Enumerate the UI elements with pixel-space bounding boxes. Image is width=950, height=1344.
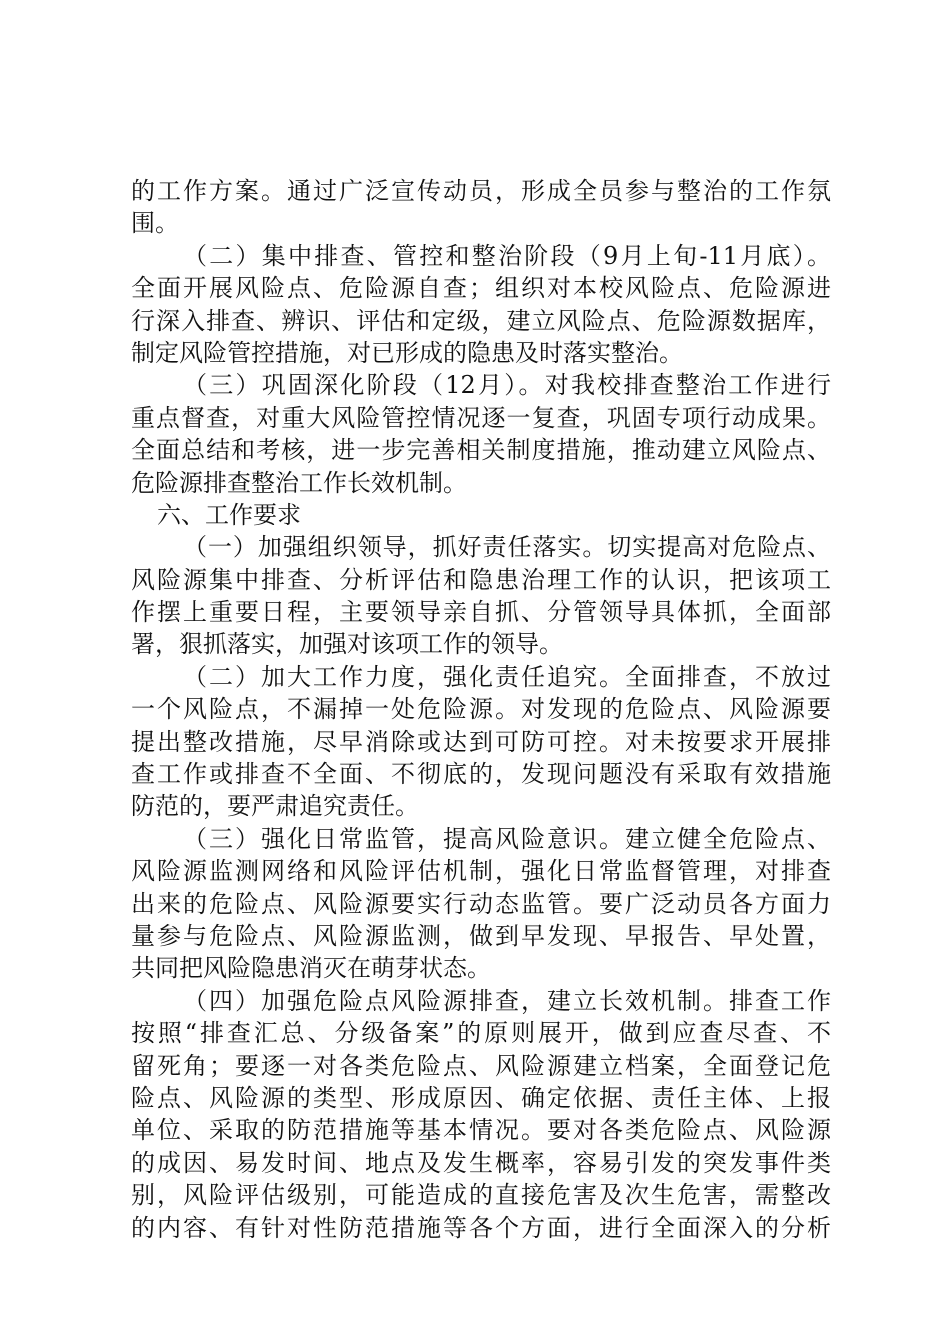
text-line: 的工作方案。通过广泛宣传动员，形成全员参与整治的工作氛 [131, 177, 831, 205]
text-line: 共同把风险隐患消灭在萌芽状态。 [131, 954, 491, 983]
document-body [131, 175, 831, 1244]
text-line: 防范的，要严肃追究责任。 [131, 792, 419, 821]
text-line: 出来的危险点、风险源要实行动态监管。要广泛动员各方面力 [131, 889, 831, 918]
text-line: 一个风险点，不漏掉一处危险源。对发现的危险点、风险源要 [131, 695, 831, 724]
paragraph-heading: （三）巩固深化阶段（12月）。对我校排查整治工作进行 [183, 371, 831, 400]
text-line: 查工作或排查不全面、不彻底的，发现问题没有采取有效措施 [131, 760, 831, 789]
text-line: 风险源集中排查、分析评估和隐患治理工作的认识，把该项工 [131, 565, 831, 594]
text-line: 作摆上重要日程，主要领导亲自抓、分管领导具体抓，全面部 [131, 598, 831, 627]
text-line: 制定风险管控措施，对已形成的隐患及时落实整治。 [131, 338, 683, 367]
text-line: 单位、采取的防范措施等基本情况。要对各类危险点、风险源 [131, 1116, 831, 1145]
text-line: 重点督查，对重大风险管控情况逐一复查，巩固专项行动成果。 [131, 403, 831, 432]
paragraph-heading: （一）加强组织领导，抓好责任落实。切实提高对危险点、 [183, 533, 831, 562]
text-line: 全面总结和考核，进一步完善相关制度措施，推动建立风险点、 [131, 436, 831, 465]
section-heading: 六、工作要求 [157, 500, 301, 529]
text-line: 量参与危险点、风险源监测，做到早发现、早报告、早处置， [131, 921, 831, 950]
text-line: 的成因、易发时间、地点及发生概率，容易引发的突发事件类 [131, 1148, 831, 1177]
text-line: 围。 [131, 209, 179, 238]
text-line: 的内容、有针对性防范措施等各个方面，进行全面深入的分析 [131, 1213, 831, 1242]
text-line: 按照“排查汇总、分级备案”的原则展开，做到应查尽查、不 [131, 1019, 831, 1048]
text-line: 风险源监测网络和风险评估机制，强化日常监督管理，对排查 [131, 857, 831, 886]
text-line: 行深入排查、辨识、评估和定级，建立风险点、危险源数据库， [131, 306, 831, 335]
text-line: 险点、风险源的类型、形成原因、确定依据、责任主体、上报 [131, 1083, 831, 1112]
text-line: 别，风险评估级别，可能造成的直接危害及次生危害，需整改 [131, 1181, 831, 1210]
paragraph-heading: （二）集中排查、管控和整治阶段（9月上旬-11月底）。 [183, 241, 831, 270]
text-line: 危险源排查整治工作长效机制。 [131, 468, 467, 497]
text-line: 署，狠抓落实，加强对该项工作的领导。 [131, 630, 563, 659]
text-line: 留死角；要逐一对各类危险点、风险源建立档案，全面登记危 [131, 1051, 831, 1080]
paragraph-heading: （二）加大工作力度，强化责任追究。全面排查，不放过 [183, 662, 831, 691]
text-line: 全面开展风险点、危险源自查；组织对本校风险点、危险源进 [131, 274, 831, 303]
paragraph-heading: （三）强化日常监管，提高风险意识。建立健全危险点、 [183, 824, 831, 853]
text-line: 提出整改措施，尽早消除或达到可防可控。对未按要求开展排 [131, 727, 831, 756]
paragraph-heading: （四）加强危险点风险源排查，建立长效机制。排查工作 [183, 986, 831, 1015]
